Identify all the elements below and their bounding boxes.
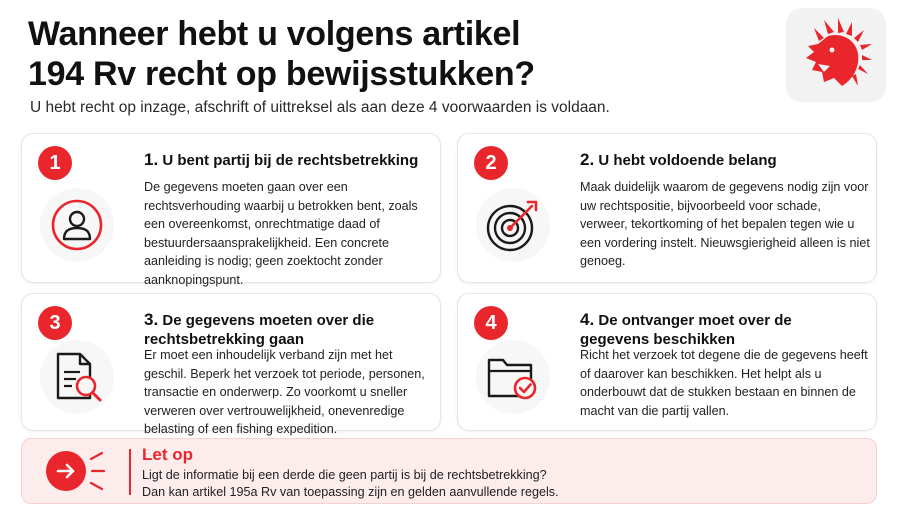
card-body: Er moet een inhoudelijk verband zijn met het geschil. Beperk het verzoek tot periode, personen, transactie en onderwerp. Zo voorkomt u sneller verweren over vertrouwelijkheid, onevenredige belasting of een fishing expedition. <box>144 348 425 437</box>
folder-check-icon <box>485 352 541 402</box>
step-number-badge: 2 <box>474 146 508 180</box>
note-divider <box>129 449 131 495</box>
logo <box>786 8 886 102</box>
card-icon-container <box>476 340 550 414</box>
card-heading-number: 3. <box>144 310 159 329</box>
page-title-line-1: Wanneer hebt u volgens artikel <box>28 15 521 53</box>
condition-card-2 <box>457 133 877 283</box>
condition-card-1 <box>21 133 441 287</box>
page-title <box>28 14 768 94</box>
target-icon <box>484 196 542 254</box>
card-icon-container <box>476 188 550 262</box>
card-heading-text: U bent partij bij de rechtsbetrekking <box>162 152 419 169</box>
note-text <box>142 467 559 500</box>
card-heading-text: De gegevens moeten over die rechtsbetrekking gaan <box>144 312 375 348</box>
card-heading-number: 4. <box>580 310 595 329</box>
attention-rays-icon <box>88 449 108 493</box>
note-title: Let op <box>142 445 193 464</box>
condition-card-3 <box>21 293 441 437</box>
page-title-line-2: 194 Rv recht op bewijsstukken? <box>28 55 535 93</box>
attention-note <box>21 438 877 504</box>
note-text-line-2: Dan kan artikel 195a Rv van toepassing zijn en gelden aanvullende regels. <box>142 484 559 499</box>
card-heading-number: 1. <box>144 150 159 169</box>
card-heading <box>580 310 865 349</box>
arrow-right-icon <box>54 459 78 483</box>
card-heading <box>144 310 429 349</box>
card-icon-container <box>40 340 114 414</box>
person-icon <box>51 199 103 251</box>
card-body: Richt het verzoek tot degene die de gegevens heeft of daarover kan beschikken. Het helpt als u onderbouwt dat de stukken bestaan en binnen de macht van die partij vallen. <box>580 348 868 418</box>
step-number-badge: 3 <box>38 306 72 340</box>
step-number-badge: 4 <box>474 306 508 340</box>
card-heading-text: U hebt voldoende belang <box>598 152 777 169</box>
condition-card-4 <box>457 293 877 431</box>
document-search-icon <box>50 350 104 404</box>
card-heading <box>580 150 865 170</box>
step-number-badge: 1 <box>38 146 72 180</box>
card-body: De gegevens moeten gaan over een rechtsverhouding waarbij u betrokken bent, zoals een overeenkomst, onrechtmatige daad of bestuurdersaansprakelijkheid. Een concrete aanleiding is nodig; geen zoektocht zonder aanknopingspunt. <box>144 180 418 287</box>
card-heading <box>144 150 429 170</box>
lion-head-icon <box>794 14 878 96</box>
note-text-line-1: Ligt de informatie bij een derde die geen partij is bij de rechtsbetrekking? <box>142 468 547 482</box>
card-icon-container <box>40 188 114 262</box>
card-body: Maak duidelijk waarom de gegevens nodig zijn voor uw rechtspositie, bijvoorbeeld voor schade, verweer, tekortkoming of het bepalen tegen wie u een vordering instelt. Nieuwsgierigheid alleen is niet genoeg. <box>580 180 870 269</box>
card-heading-text: De ontvanger moet over de gegevens beschikken <box>580 312 792 348</box>
card-heading-number: 2. <box>580 150 595 169</box>
note-icon-badge <box>46 451 86 491</box>
page-subtitle: U hebt recht op inzage, afschrift of uittreksel als aan deze 4 voorwaarden is voldaan. <box>30 99 610 116</box>
